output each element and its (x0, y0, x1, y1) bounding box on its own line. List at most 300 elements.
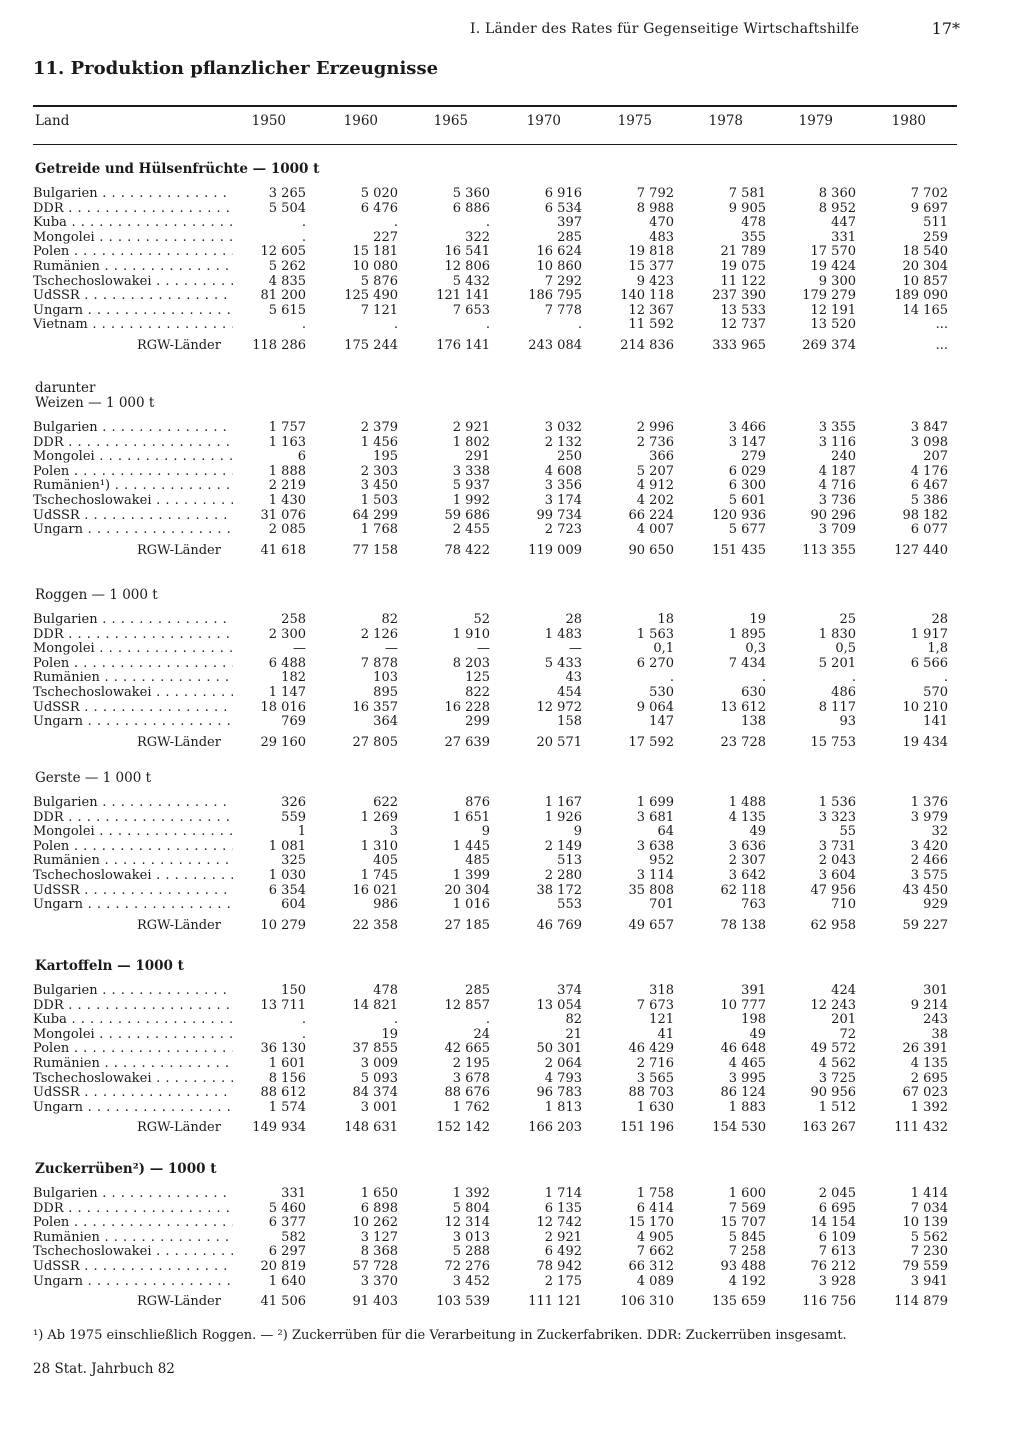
value-cell: 2 736 (636, 434, 674, 450)
value-cell: 929 (923, 897, 948, 913)
value-cell: 553 (557, 897, 582, 913)
country-label: Tschechoslowakei . . . (33, 494, 233, 509)
country-label: Ungarn . . . (33, 1101, 233, 1116)
value-cell: 331 (831, 229, 856, 245)
value-cell: 3 638 (636, 838, 674, 854)
value-cell: 7 878 (360, 655, 398, 671)
value-cell: 1 167 (544, 795, 582, 810)
value-cell: 3 323 (818, 809, 856, 825)
total-label: RGW-Länder (137, 339, 221, 353)
value-cell: 1 147 (268, 685, 306, 700)
value-cell: 4 562 (818, 1056, 856, 1071)
value-cell: 622 (373, 795, 398, 810)
value-cell: 3 (389, 824, 398, 840)
value-cell: 5 937 (452, 478, 490, 494)
value-cell: 78 138 (720, 917, 766, 933)
value-cell: 20 571 (536, 734, 582, 750)
value-cell: 7 792 (636, 186, 674, 201)
value-cell: 18 (657, 612, 674, 627)
value-cell: 3 466 (728, 420, 766, 435)
value-cell: 62 958 (810, 917, 856, 933)
value-cell: 1 392 (910, 1099, 948, 1115)
value-cell: 227 (373, 229, 398, 245)
column-header-row (0, 113, 1024, 133)
value-cell: 195 (373, 449, 398, 465)
table-row (0, 613, 1024, 628)
value-cell: 4 007 (636, 522, 674, 538)
value-cell: 2 455 (452, 522, 490, 538)
value-cell: 111 432 (894, 1120, 948, 1136)
header-rule (33, 144, 957, 145)
value-cell: 424 (831, 983, 856, 998)
table-row (0, 1202, 1024, 1217)
table-row (0, 657, 1024, 672)
value-cell: 10 210 (902, 699, 948, 715)
value-cell: 9 214 (910, 997, 948, 1013)
value-cell: 77 158 (352, 542, 398, 558)
value-cell: 3 604 (818, 868, 856, 883)
value-cell: 2 149 (544, 838, 582, 854)
country-label: Polen . . . (33, 1042, 233, 1057)
value-cell: 4 465 (728, 1056, 766, 1071)
value-cell: 12 742 (536, 1215, 582, 1231)
value-cell: 7 673 (636, 997, 674, 1013)
value-cell: 11 122 (720, 273, 766, 289)
value-cell: 43 450 (902, 882, 948, 898)
value-cell: 16 021 (352, 882, 398, 898)
country-label: Polen . . . (33, 245, 233, 260)
value-cell: 1 483 (544, 626, 582, 642)
value-cell: 1 414 (910, 1186, 948, 1201)
value-cell: 478 (373, 983, 398, 998)
country-label: Polen . . . (33, 465, 233, 480)
table-row (0, 260, 1024, 275)
value-cell: 12 191 (810, 302, 856, 318)
country-label: UdSSR . . . (33, 884, 233, 899)
column-header-year: 1980 (891, 113, 926, 129)
value-cell: 570 (923, 685, 948, 700)
value-cell: 66 312 (628, 1259, 674, 1274)
value-cell: . (943, 670, 948, 686)
value-cell: 4 089 (636, 1273, 674, 1289)
table-row (0, 523, 1024, 538)
value-cell: 26 391 (902, 1041, 948, 1057)
value-cell: 1 813 (544, 1099, 582, 1115)
value-cell: 88 676 (444, 1085, 490, 1101)
country-label: Bulgarien . . . (33, 1187, 233, 1202)
value-cell: 59 227 (902, 917, 948, 933)
value-cell: 5 460 (268, 1200, 306, 1216)
value-cell: 4 135 (910, 1056, 948, 1071)
page-number: 17* (931, 19, 960, 38)
total-label: RGW-Länder (137, 1295, 221, 1310)
value-cell: 103 (373, 670, 398, 686)
column-header-land: Land (35, 113, 70, 129)
table-row (0, 479, 1024, 494)
value-cell: 88 612 (260, 1085, 306, 1101)
value-cell: 90 956 (810, 1085, 856, 1101)
country-label: Mongolei . . . (33, 450, 233, 465)
value-cell: 25 (839, 612, 856, 627)
value-cell: 1 802 (452, 434, 490, 450)
value-cell: — (293, 641, 306, 657)
country-label: Rumänien . . . (33, 671, 233, 686)
value-cell: 154 530 (712, 1120, 766, 1136)
value-cell: 10 777 (720, 997, 766, 1013)
value-cell: 140 118 (620, 288, 674, 304)
value-cell: 14 165 (902, 302, 948, 318)
country-label: UdSSR . . . (33, 1260, 233, 1275)
value-cell: 43 (565, 670, 582, 686)
value-cell: 24 (473, 1026, 490, 1042)
country-label: DDR . . . (33, 436, 233, 451)
value-cell: 1 536 (818, 795, 856, 810)
value-cell: 78 422 (444, 542, 490, 558)
value-cell: 16 357 (352, 699, 398, 715)
value-cell: 1 163 (268, 434, 306, 450)
value-cell: 103 539 (436, 1294, 490, 1310)
value-cell: 2 195 (452, 1056, 490, 1071)
country-label: UdSSR . . . (33, 1086, 233, 1101)
value-cell: 12 314 (444, 1215, 490, 1231)
section-title-line: Kartoffeln — 1000 t (35, 958, 184, 974)
section-title-line: Roggen — 1 000 t (35, 587, 158, 603)
table-row (0, 245, 1024, 260)
value-cell: 9 300 (818, 273, 856, 289)
value-cell: 4 202 (636, 493, 674, 508)
value-cell: 20 304 (902, 259, 948, 274)
value-cell: 3 847 (910, 420, 948, 435)
value-cell: 17 592 (628, 734, 674, 750)
value-cell: 3 127 (360, 1229, 398, 1245)
value-cell: 9 423 (636, 273, 674, 289)
value-cell: 1 830 (818, 626, 856, 642)
value-cell: 19 424 (810, 259, 856, 274)
value-cell: 138 (741, 714, 766, 730)
table-row (0, 202, 1024, 217)
value-cell: 9 (573, 824, 582, 840)
value-cell: 2 126 (360, 626, 398, 642)
value-cell: 769 (281, 714, 306, 730)
country-label: Polen . . . (33, 657, 233, 672)
value-cell: 1 081 (268, 838, 306, 854)
table-row (0, 1187, 1024, 1202)
value-cell: 366 (649, 449, 674, 465)
table-row (0, 1013, 1024, 1028)
value-cell: 19 434 (902, 734, 948, 750)
value-cell: 511 (923, 215, 948, 231)
value-cell: 2 379 (360, 420, 398, 435)
table-row (0, 1216, 1024, 1231)
value-cell: 17 570 (810, 244, 856, 260)
value-cell: 12 806 (444, 259, 490, 274)
value-cell: 59 686 (444, 507, 490, 523)
value-cell: 13 520 (810, 317, 856, 333)
value-cell: 41 618 (260, 542, 306, 558)
value-cell: . (577, 317, 582, 333)
value-cell: 5 020 (360, 186, 398, 201)
value-cell: 7 662 (636, 1244, 674, 1260)
value-cell: 6 898 (360, 1200, 398, 1216)
value-cell: 6 300 (728, 478, 766, 494)
value-cell: 6 297 (268, 1244, 306, 1260)
value-cell: 6 354 (268, 882, 306, 898)
country-label: Kuba . . . (33, 216, 233, 231)
value-cell: 5 601 (728, 493, 766, 508)
value-cell: 240 (831, 449, 856, 465)
value-cell: 19 (381, 1026, 398, 1042)
value-cell: 8 368 (360, 1244, 398, 1260)
value-cell: 46 648 (720, 1041, 766, 1057)
value-cell: 90 296 (810, 507, 856, 523)
value-cell: 5 093 (360, 1070, 398, 1086)
value-cell: 3 636 (728, 838, 766, 854)
country-label: Tschechoslowakei . . . (33, 1245, 233, 1260)
column-header-year: 1979 (798, 113, 833, 129)
value-cell: 6 270 (636, 655, 674, 671)
country-label: Tschechoslowakei . . . (33, 275, 233, 290)
value-cell: 13 054 (536, 997, 582, 1013)
top-rule (33, 105, 957, 107)
country-label: Ungarn . . . (33, 715, 233, 730)
country-label: Bulgarien . . . (33, 187, 233, 202)
value-cell: 93 488 (720, 1259, 766, 1274)
value-cell: 12 972 (536, 699, 582, 715)
country-label: DDR . . . (33, 202, 233, 217)
value-cell: 1 714 (544, 1186, 582, 1201)
value-cell: 3 338 (452, 463, 490, 479)
value-cell: 15 170 (628, 1215, 674, 1231)
value-cell: 1 503 (360, 493, 398, 508)
value-cell: 1 768 (360, 522, 398, 538)
table-row (0, 701, 1024, 716)
table-row (0, 715, 1024, 730)
value-cell: 1 399 (452, 868, 490, 883)
value-cell: — (569, 641, 582, 657)
value-cell: 279 (741, 449, 766, 465)
value-cell: 151 435 (712, 542, 766, 558)
value-cell: 1 895 (728, 626, 766, 642)
value-cell: 243 084 (528, 338, 582, 353)
value-cell: 6 377 (268, 1215, 306, 1231)
value-cell: 6 566 (910, 655, 948, 671)
value-cell: 3 681 (636, 809, 674, 825)
total-row (0, 919, 1024, 934)
value-cell: 166 203 (528, 1120, 582, 1136)
value-cell: 82 (565, 1012, 582, 1028)
value-cell: 3 420 (910, 838, 948, 854)
value-cell: 10 139 (902, 1215, 948, 1231)
value-cell: 2 043 (818, 853, 856, 869)
value-cell: 2 045 (818, 1186, 856, 1201)
value-cell: 106 310 (620, 1294, 674, 1310)
value-cell: 41 (657, 1026, 674, 1042)
value-cell: 49 (749, 1026, 766, 1042)
value-cell: 36 130 (260, 1041, 306, 1057)
value-cell: 3 001 (360, 1099, 398, 1115)
country-label: Rumänien . . . (33, 854, 233, 869)
table-row (0, 436, 1024, 451)
value-cell: 13 612 (720, 699, 766, 715)
column-header-year: 1965 (433, 113, 468, 129)
value-cell: 11 592 (628, 317, 674, 333)
value-cell: 513 (557, 853, 582, 869)
value-cell: 7 569 (728, 1200, 766, 1216)
value-cell: 470 (649, 215, 674, 231)
value-cell: 10 279 (260, 917, 306, 933)
value-cell: 6 916 (544, 186, 582, 201)
table-row (0, 984, 1024, 999)
value-cell: 84 374 (352, 1085, 398, 1101)
value-cell: . (485, 1012, 490, 1028)
value-cell: 1 630 (636, 1099, 674, 1115)
value-cell: 2 695 (910, 1070, 948, 1086)
country-label: Ungarn . . . (33, 523, 233, 538)
value-cell: 3 642 (728, 868, 766, 883)
value-cell: 20 819 (260, 1259, 306, 1274)
country-label: Mongolei . . . (33, 1028, 233, 1043)
value-cell: 895 (373, 685, 398, 700)
page-footer: 28 Stat. Jahrbuch 82 (33, 1361, 175, 1377)
country-label: UdSSR . . . (33, 509, 233, 524)
value-cell: 3 116 (818, 434, 856, 450)
value-cell: 6 414 (636, 1200, 674, 1216)
value-cell: 3 098 (910, 434, 948, 450)
country-label: Ungarn . . . (33, 1275, 233, 1290)
value-cell: 2 064 (544, 1056, 582, 1071)
value-cell: 2 716 (636, 1056, 674, 1071)
country-label: Rumänien . . . (33, 1231, 233, 1246)
section-title-line: Gerste — 1 000 t (35, 770, 152, 786)
value-cell: 158 (557, 714, 582, 730)
column-header-year: 1975 (617, 113, 652, 129)
value-cell: 13 711 (260, 997, 306, 1013)
table-row (0, 884, 1024, 899)
value-cell: 86 124 (720, 1085, 766, 1101)
table-row (0, 465, 1024, 480)
value-cell: 120 936 (712, 507, 766, 523)
value-cell: 3 356 (544, 478, 582, 494)
value-cell: 12 367 (628, 302, 674, 318)
total-row (0, 736, 1024, 751)
column-header-year: 1970 (526, 113, 561, 129)
value-cell: 176 141 (436, 338, 490, 353)
value-cell: 46 769 (536, 917, 582, 933)
value-cell: 5 433 (544, 655, 582, 671)
table-row (0, 275, 1024, 290)
value-cell: 7 258 (728, 1244, 766, 1260)
value-cell: 3 709 (818, 522, 856, 538)
value-cell: 19 (749, 612, 766, 627)
value-cell: 2 175 (544, 1273, 582, 1289)
value-cell: . (301, 317, 306, 333)
value-cell: 5 432 (452, 273, 490, 289)
table-row (0, 1057, 1024, 1072)
value-cell: 201 (831, 1012, 856, 1028)
value-cell: 326 (281, 795, 306, 810)
value-cell: 23 728 (720, 734, 766, 750)
value-cell: . (301, 215, 306, 231)
value-cell: 179 279 (802, 288, 856, 304)
value-cell: 7 702 (910, 186, 948, 201)
value-cell: 1 762 (452, 1099, 490, 1115)
table-row (0, 898, 1024, 913)
value-cell: 1 310 (360, 838, 398, 854)
value-cell: 5 360 (452, 186, 490, 201)
value-cell: 3 979 (910, 809, 948, 825)
value-cell: 5 677 (728, 522, 766, 538)
value-cell: — (385, 641, 398, 657)
table-row (0, 1101, 1024, 1116)
value-cell: ... (935, 338, 948, 353)
value-cell: 2 921 (452, 420, 490, 435)
table-row (0, 494, 1024, 509)
value-cell: 55 (839, 824, 856, 840)
value-cell: 325 (281, 853, 306, 869)
table-row (0, 318, 1024, 333)
value-cell: . (669, 670, 674, 686)
value-cell: 2 996 (636, 420, 674, 435)
country-label: UdSSR . . . (33, 289, 233, 304)
value-cell: ... (935, 317, 948, 333)
value-cell: 4 912 (636, 478, 674, 494)
value-cell: 118 286 (252, 338, 306, 353)
value-cell: 876 (465, 795, 490, 810)
value-cell: 291 (465, 449, 490, 465)
value-cell: 1 758 (636, 1186, 674, 1201)
value-cell: 3 565 (636, 1070, 674, 1086)
table-row (0, 811, 1024, 826)
country-label: Polen . . . (33, 840, 233, 855)
value-cell: 46 429 (628, 1041, 674, 1057)
country-label: Bulgarien . . . (33, 613, 233, 628)
value-cell: 32 (931, 824, 948, 840)
value-cell: 3 928 (818, 1273, 856, 1289)
table-row (0, 854, 1024, 869)
value-cell: 3 265 (268, 186, 306, 201)
value-cell: 582 (281, 1229, 306, 1245)
value-cell: 72 (839, 1026, 856, 1042)
value-cell: 4 176 (910, 463, 948, 479)
value-cell: 454 (557, 685, 582, 700)
value-cell: 47 956 (810, 882, 856, 898)
section-title (35, 771, 151, 786)
value-cell: 1 651 (452, 809, 490, 825)
value-cell: 3 678 (452, 1070, 490, 1086)
value-cell: 1 650 (360, 1186, 398, 1201)
value-cell: 485 (465, 853, 490, 869)
value-cell: 2 723 (544, 522, 582, 538)
country-label: Kuba . . . (33, 1013, 233, 1028)
value-cell: 6 492 (544, 1244, 582, 1260)
value-cell: 2 307 (728, 853, 766, 869)
value-cell: 15 753 (810, 734, 856, 750)
value-cell: 16 228 (444, 699, 490, 715)
value-cell: 6 534 (544, 200, 582, 216)
value-cell: 2 132 (544, 434, 582, 450)
value-cell: 331 (281, 1186, 306, 1201)
column-header-year: 1950 (251, 113, 286, 129)
value-cell: 125 (465, 670, 490, 686)
country-label: DDR . . . (33, 999, 233, 1014)
value-cell: 250 (557, 449, 582, 465)
section-title (35, 588, 158, 603)
table-row (0, 1086, 1024, 1101)
value-cell: — (477, 641, 490, 657)
value-cell: 486 (831, 685, 856, 700)
value-cell: 6 476 (360, 200, 398, 216)
value-cell: 397 (557, 215, 582, 231)
